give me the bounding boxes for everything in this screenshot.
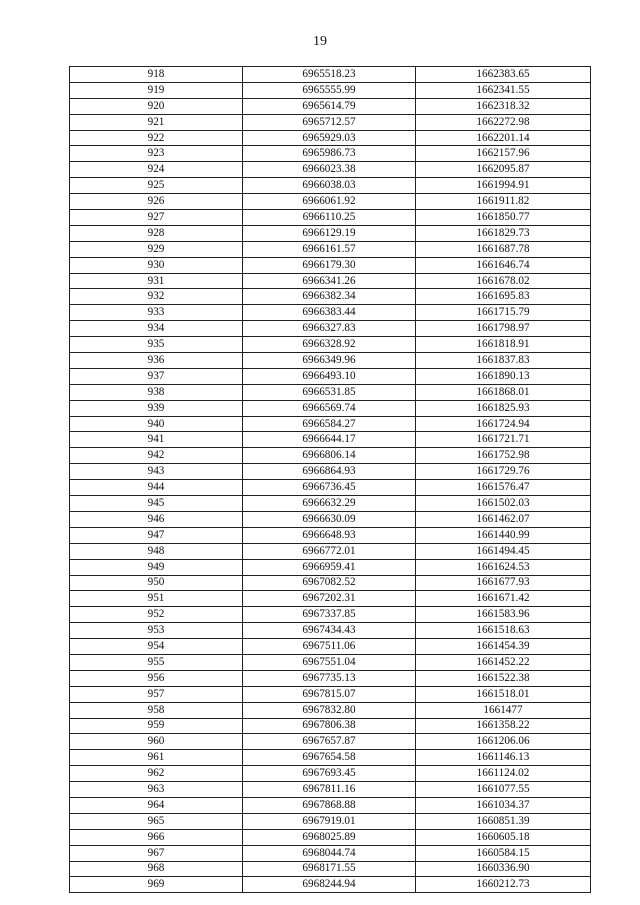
point-number-cell: 940 (70, 416, 243, 432)
point-number-cell: 933 (70, 305, 243, 321)
point-number-cell: 965 (70, 813, 243, 829)
x-coordinate-cell: 6968025.89 (243, 829, 416, 845)
point-number-cell: 946 (70, 511, 243, 527)
table-row (70, 130, 591, 146)
table-row (70, 289, 591, 305)
point-number-cell: 924 (70, 162, 243, 178)
y-coordinate-cell: 1662157.96 (416, 146, 591, 162)
x-coordinate-cell: 6966569.74 (243, 400, 416, 416)
x-coordinate-cell: 6966630.09 (243, 511, 416, 527)
x-coordinate-cell: 6967919.01 (243, 813, 416, 829)
y-coordinate-cell: 1661452.22 (416, 654, 591, 670)
table-row (70, 98, 591, 114)
x-coordinate-cell: 6965986.73 (243, 146, 416, 162)
y-coordinate-cell: 1661462.07 (416, 511, 591, 527)
point-number-cell: 931 (70, 273, 243, 289)
x-coordinate-cell: 6966648.93 (243, 527, 416, 543)
table-row (70, 448, 591, 464)
table-row (70, 368, 591, 384)
point-number-cell: 919 (70, 82, 243, 98)
table-row (70, 734, 591, 750)
y-coordinate-cell: 1661868.01 (416, 384, 591, 400)
x-coordinate-cell: 6966341.26 (243, 273, 416, 289)
table-row (70, 861, 591, 877)
y-coordinate-cell: 1661124.02 (416, 766, 591, 782)
x-coordinate-cell: 6966632.29 (243, 496, 416, 512)
y-coordinate-cell: 1661624.53 (416, 559, 591, 575)
table-row (70, 718, 591, 734)
y-coordinate-cell: 1661518.63 (416, 623, 591, 639)
point-number-cell: 923 (70, 146, 243, 162)
table-row (70, 146, 591, 162)
table-row (70, 639, 591, 655)
point-number-cell: 944 (70, 480, 243, 496)
y-coordinate-cell: 1660605.18 (416, 829, 591, 845)
x-coordinate-cell: 6967735.13 (243, 670, 416, 686)
x-coordinate-cell: 6966179.30 (243, 257, 416, 273)
table-row (70, 575, 591, 591)
table-row (70, 273, 591, 289)
point-number-cell: 963 (70, 782, 243, 798)
page-number: 19 (313, 34, 327, 49)
table-row (70, 225, 591, 241)
x-coordinate-cell: 6967434.43 (243, 623, 416, 639)
x-coordinate-cell: 6966129.19 (243, 225, 416, 241)
table-row (70, 257, 591, 273)
x-coordinate-cell: 6966493.10 (243, 368, 416, 384)
y-coordinate-cell: 1661522.38 (416, 670, 591, 686)
y-coordinate-cell: 1661752.98 (416, 448, 591, 464)
table-row (70, 559, 591, 575)
x-coordinate-cell: 6966584.27 (243, 416, 416, 432)
y-coordinate-cell: 1661829.73 (416, 225, 591, 241)
y-coordinate-cell: 1660212.73 (416, 877, 591, 893)
table-row (70, 702, 591, 718)
y-coordinate-cell: 1661206.06 (416, 734, 591, 750)
point-number-cell: 921 (70, 114, 243, 130)
point-number-cell: 969 (70, 877, 243, 893)
point-number-cell: 966 (70, 829, 243, 845)
x-coordinate-cell: 6966038.03 (243, 178, 416, 194)
x-coordinate-cell: 6966382.34 (243, 289, 416, 305)
x-coordinate-cell: 6965614.79 (243, 98, 416, 114)
point-number-cell: 945 (70, 496, 243, 512)
x-coordinate-cell: 6965929.03 (243, 130, 416, 146)
x-coordinate-cell: 6966959.41 (243, 559, 416, 575)
table-row (70, 877, 591, 893)
y-coordinate-cell: 1661825.93 (416, 400, 591, 416)
x-coordinate-cell: 6968171.55 (243, 861, 416, 877)
table-row (70, 432, 591, 448)
y-coordinate-cell: 1661715.79 (416, 305, 591, 321)
y-coordinate-cell: 1661440.99 (416, 527, 591, 543)
point-number-cell: 947 (70, 527, 243, 543)
table-row (70, 464, 591, 480)
y-coordinate-cell: 1662318.32 (416, 98, 591, 114)
y-coordinate-cell: 1661994.91 (416, 178, 591, 194)
table-row (70, 114, 591, 130)
point-number-cell: 932 (70, 289, 243, 305)
table-row (70, 400, 591, 416)
point-number-cell: 961 (70, 750, 243, 766)
y-coordinate-cell: 1662201.14 (416, 130, 591, 146)
y-coordinate-cell: 1660584.15 (416, 845, 591, 861)
y-coordinate-cell: 1662272.98 (416, 114, 591, 130)
table-row (70, 162, 591, 178)
x-coordinate-cell: 6966864.93 (243, 464, 416, 480)
x-coordinate-cell: 6967551.04 (243, 654, 416, 670)
y-coordinate-cell: 1661576.47 (416, 480, 591, 496)
y-coordinate-cell: 1661358.22 (416, 718, 591, 734)
y-coordinate-cell: 1661583.96 (416, 607, 591, 623)
point-number-cell: 958 (70, 702, 243, 718)
y-coordinate-cell: 1661798.97 (416, 321, 591, 337)
table-row (70, 623, 591, 639)
table-row (70, 496, 591, 512)
point-number-cell: 949 (70, 559, 243, 575)
x-coordinate-cell: 6966161.57 (243, 241, 416, 257)
table-row (70, 241, 591, 257)
point-number-cell: 962 (70, 766, 243, 782)
table-row (70, 670, 591, 686)
point-number-cell: 952 (70, 607, 243, 623)
table-row (70, 766, 591, 782)
x-coordinate-cell: 6967693.45 (243, 766, 416, 782)
y-coordinate-cell: 1660851.39 (416, 813, 591, 829)
table-row (70, 82, 591, 98)
x-coordinate-cell: 6967811.16 (243, 782, 416, 798)
point-number-cell: 950 (70, 575, 243, 591)
x-coordinate-cell: 6966328.92 (243, 337, 416, 353)
point-number-cell: 959 (70, 718, 243, 734)
point-number-cell: 925 (70, 178, 243, 194)
x-coordinate-cell: 6967868.88 (243, 797, 416, 813)
x-coordinate-cell: 6965555.99 (243, 82, 416, 98)
point-number-cell: 928 (70, 225, 243, 241)
table-row (70, 384, 591, 400)
table-row (70, 210, 591, 226)
point-number-cell: 943 (70, 464, 243, 480)
point-number-cell: 956 (70, 670, 243, 686)
point-number-cell: 937 (70, 368, 243, 384)
point-number-cell: 957 (70, 686, 243, 702)
x-coordinate-cell: 6966349.96 (243, 353, 416, 369)
point-number-cell: 934 (70, 321, 243, 337)
x-coordinate-cell: 6966383.44 (243, 305, 416, 321)
x-coordinate-cell: 6966110.25 (243, 210, 416, 226)
x-coordinate-cell: 6967511.06 (243, 639, 416, 655)
table-row (70, 845, 591, 861)
x-coordinate-cell: 6966736.45 (243, 480, 416, 496)
point-number-cell: 968 (70, 861, 243, 877)
table-row (70, 194, 591, 210)
point-number-cell: 939 (70, 400, 243, 416)
table-row (70, 480, 591, 496)
x-coordinate-cell: 6968044.74 (243, 845, 416, 861)
x-coordinate-cell: 6967202.31 (243, 591, 416, 607)
point-number-cell: 922 (70, 130, 243, 146)
point-number-cell: 929 (70, 241, 243, 257)
x-coordinate-cell: 6966772.01 (243, 543, 416, 559)
point-number-cell: 954 (70, 639, 243, 655)
y-coordinate-cell: 1661518.01 (416, 686, 591, 702)
y-coordinate-cell: 1661146.13 (416, 750, 591, 766)
y-coordinate-cell: 1661502.03 (416, 496, 591, 512)
x-coordinate-cell: 6967337.85 (243, 607, 416, 623)
y-coordinate-cell: 1662341.55 (416, 82, 591, 98)
y-coordinate-cell: 1661034.37 (416, 797, 591, 813)
x-coordinate-cell: 6967815.07 (243, 686, 416, 702)
point-number-cell: 964 (70, 797, 243, 813)
table-row (70, 543, 591, 559)
table-row (70, 511, 591, 527)
x-coordinate-cell: 6966806.14 (243, 448, 416, 464)
x-coordinate-cell: 6967832.80 (243, 702, 416, 718)
y-coordinate-cell: 1661911.82 (416, 194, 591, 210)
point-number-cell: 942 (70, 448, 243, 464)
point-number-cell: 927 (70, 210, 243, 226)
x-coordinate-cell: 6966644.17 (243, 432, 416, 448)
point-number-cell: 918 (70, 67, 243, 83)
table-row (70, 686, 591, 702)
table-row (70, 829, 591, 845)
table-row (70, 813, 591, 829)
x-coordinate-cell: 6966327.83 (243, 321, 416, 337)
table-row (70, 305, 591, 321)
point-number-cell: 960 (70, 734, 243, 750)
y-coordinate-cell: 1662383.65 (416, 67, 591, 83)
x-coordinate-cell: 6966531.85 (243, 384, 416, 400)
table-row (70, 750, 591, 766)
x-coordinate-cell: 6967806.38 (243, 718, 416, 734)
table-row (70, 797, 591, 813)
y-coordinate-cell: 1661477 (416, 702, 591, 718)
point-number-cell: 955 (70, 654, 243, 670)
point-number-cell: 920 (70, 98, 243, 114)
y-coordinate-cell: 1661721.71 (416, 432, 591, 448)
y-coordinate-cell: 1661729.76 (416, 464, 591, 480)
point-number-cell: 935 (70, 337, 243, 353)
x-coordinate-cell: 6965518.23 (243, 67, 416, 83)
table-row (70, 353, 591, 369)
x-coordinate-cell: 6968244.94 (243, 877, 416, 893)
y-coordinate-cell: 1661454.39 (416, 639, 591, 655)
x-coordinate-cell: 6967654.58 (243, 750, 416, 766)
table-row (70, 337, 591, 353)
table-row (70, 416, 591, 432)
point-number-cell: 936 (70, 353, 243, 369)
point-number-cell: 948 (70, 543, 243, 559)
y-coordinate-cell: 1661678.02 (416, 273, 591, 289)
x-coordinate-cell: 6967082.52 (243, 575, 416, 591)
table-row (70, 321, 591, 337)
y-coordinate-cell: 1661724.94 (416, 416, 591, 432)
table-row (70, 527, 591, 543)
coordinates-table (69, 66, 591, 893)
table-row (70, 178, 591, 194)
point-number-cell: 967 (70, 845, 243, 861)
y-coordinate-cell: 1661646.74 (416, 257, 591, 273)
point-number-cell: 953 (70, 623, 243, 639)
y-coordinate-cell: 1661077.55 (416, 782, 591, 798)
point-number-cell: 941 (70, 432, 243, 448)
x-coordinate-cell: 6965712.57 (243, 114, 416, 130)
y-coordinate-cell: 1661677.93 (416, 575, 591, 591)
y-coordinate-cell: 1661837.83 (416, 353, 591, 369)
table-row (70, 607, 591, 623)
point-number-cell: 930 (70, 257, 243, 273)
table-row (70, 654, 591, 670)
table-row (70, 782, 591, 798)
table-row (70, 591, 591, 607)
y-coordinate-cell: 1661687.78 (416, 241, 591, 257)
y-coordinate-cell: 1661890.13 (416, 368, 591, 384)
y-coordinate-cell: 1661695.83 (416, 289, 591, 305)
point-number-cell: 951 (70, 591, 243, 607)
table-row (70, 67, 591, 83)
x-coordinate-cell: 6967657.87 (243, 734, 416, 750)
x-coordinate-cell: 6966023.38 (243, 162, 416, 178)
coordinates-table-body (70, 67, 591, 893)
y-coordinate-cell: 1662095.87 (416, 162, 591, 178)
y-coordinate-cell: 1661671.42 (416, 591, 591, 607)
point-number-cell: 938 (70, 384, 243, 400)
y-coordinate-cell: 1660336.90 (416, 861, 591, 877)
y-coordinate-cell: 1661494.45 (416, 543, 591, 559)
x-coordinate-cell: 6966061.92 (243, 194, 416, 210)
y-coordinate-cell: 1661818.91 (416, 337, 591, 353)
point-number-cell: 926 (70, 194, 243, 210)
y-coordinate-cell: 1661850.77 (416, 210, 591, 226)
